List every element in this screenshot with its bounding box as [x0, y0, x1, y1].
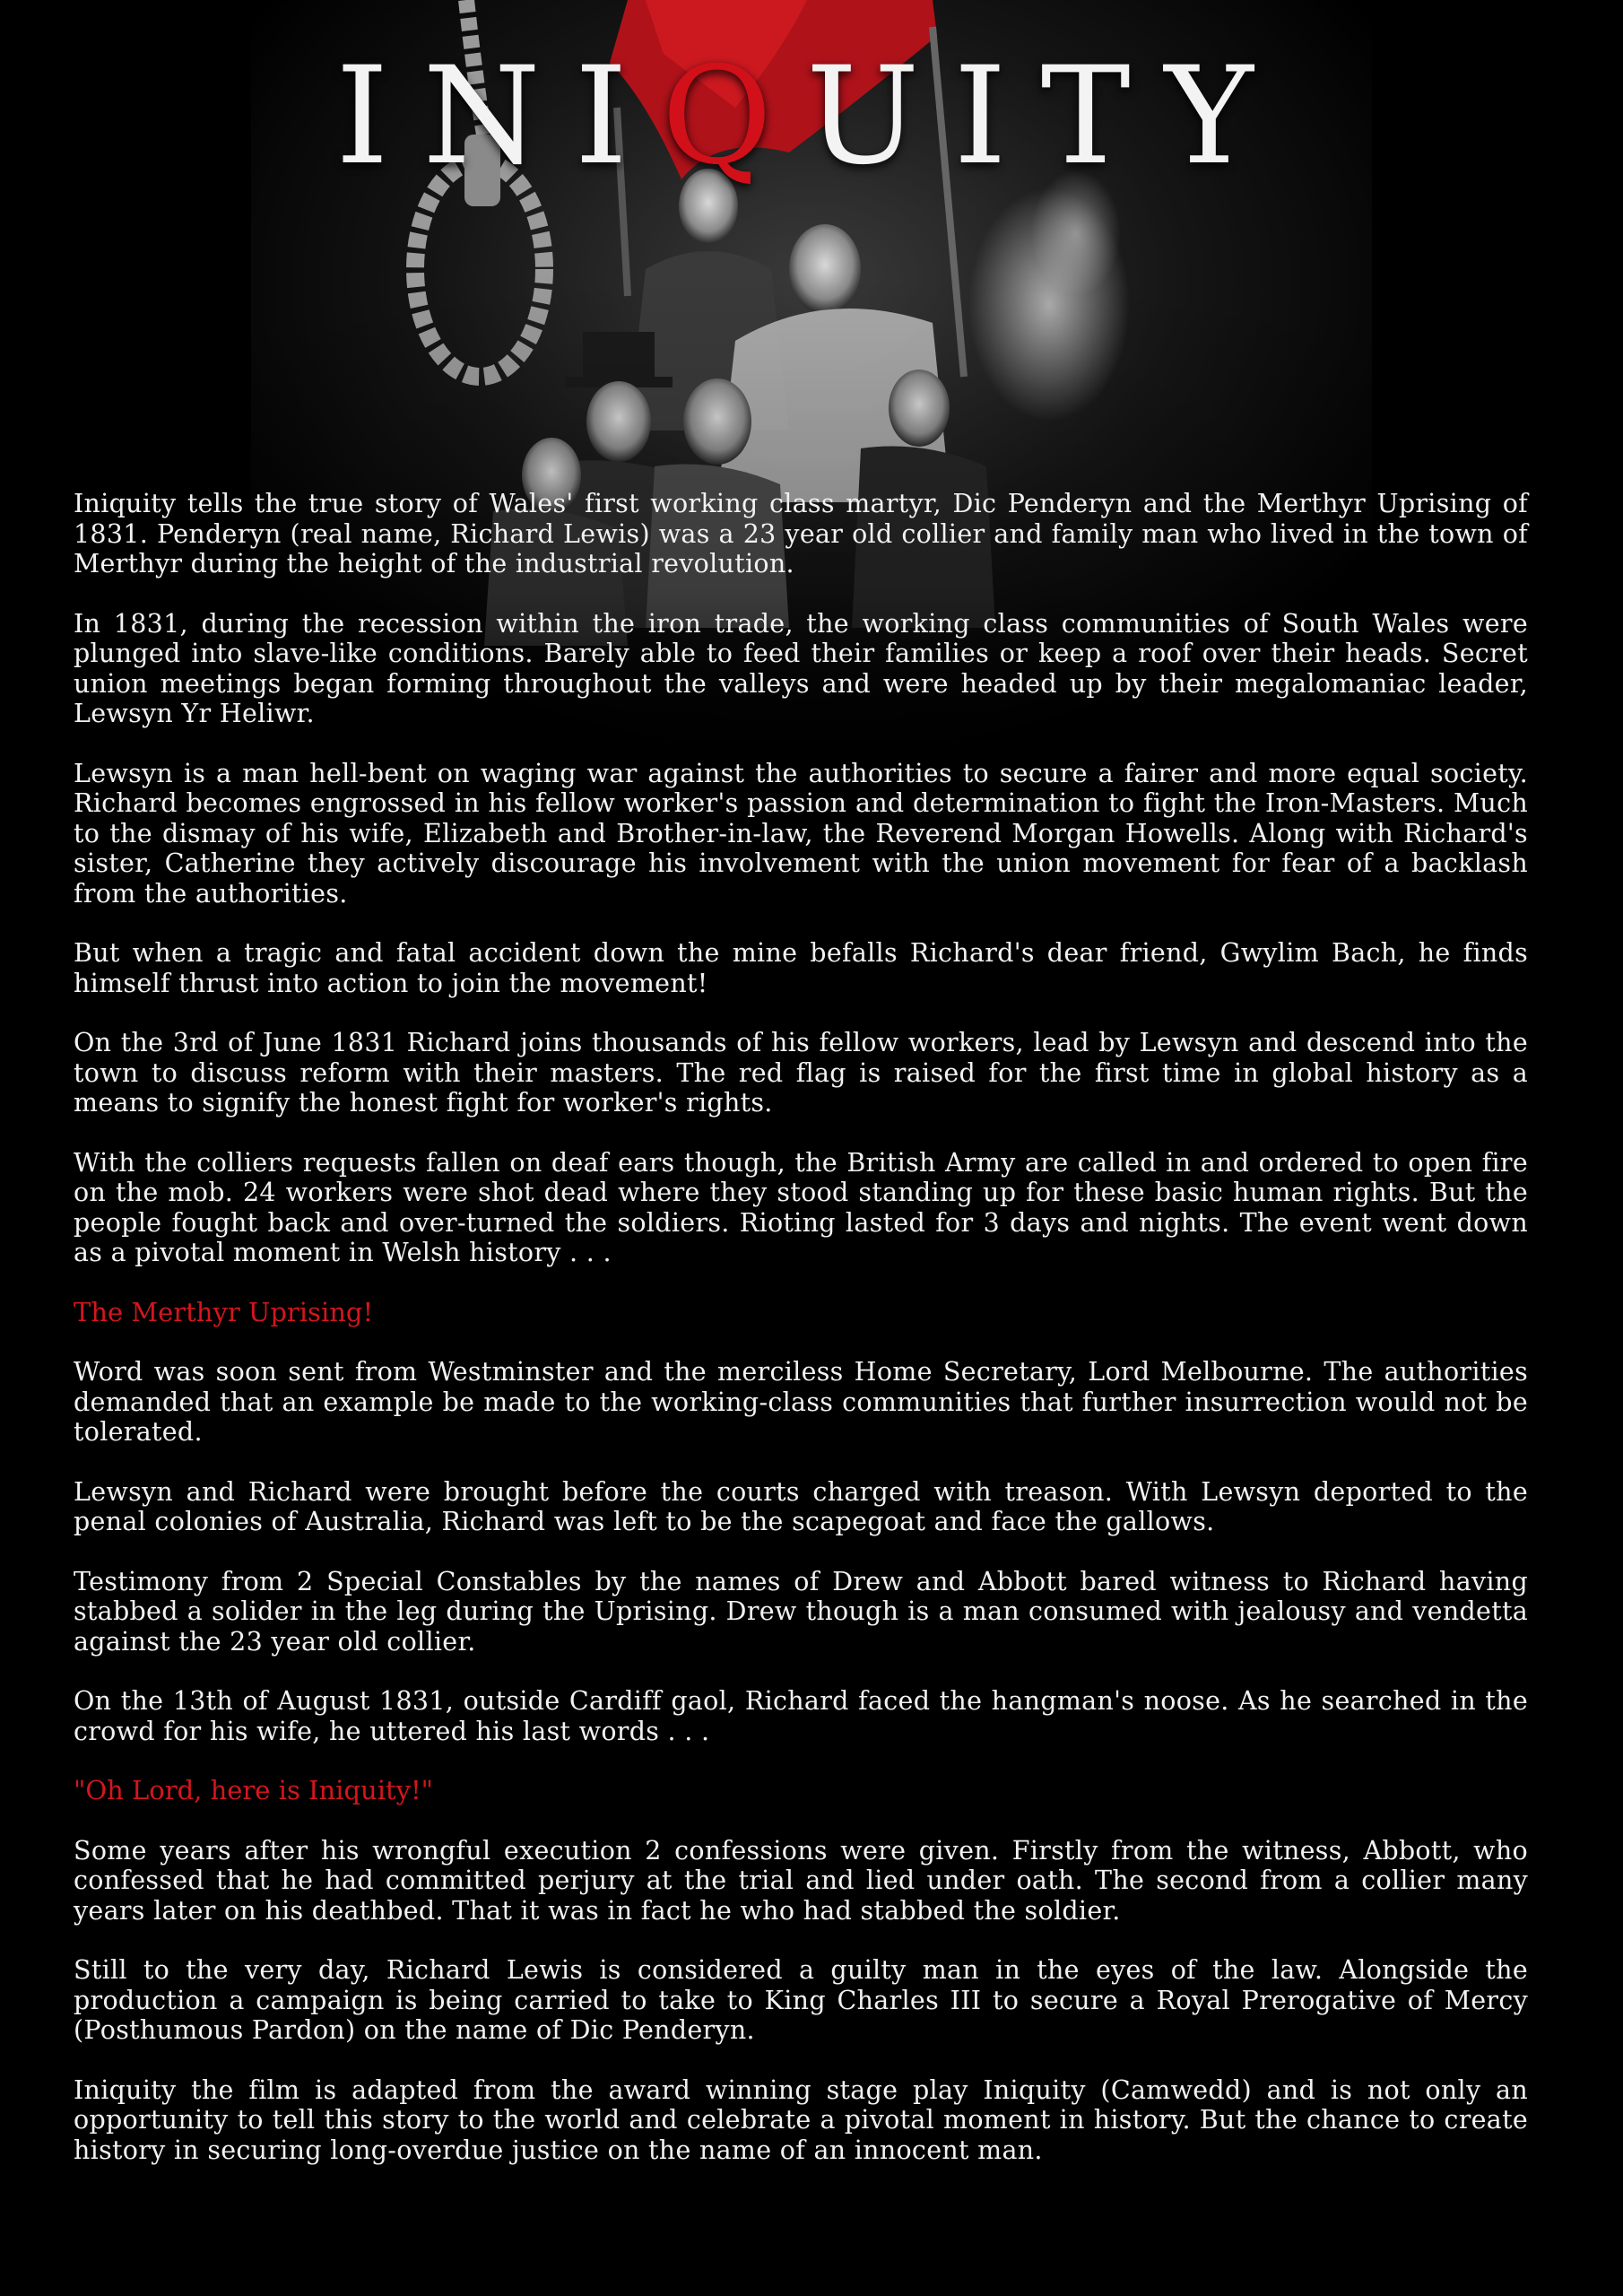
paragraph: Lewsyn and Richard were brought before the courts charged with treason. With Lewsyn deported to the penal colonies of Australia, Richard was left to be the scapegoat and face the gallows.	[74, 1476, 1528, 1536]
synopsis-body	[74, 489, 1528, 2195]
quote-heading: "Oh Lord, here is Iniquity!"	[74, 1775, 434, 1805]
title-highlight-letter: Q	[662, 39, 806, 195]
title-part-1: INI	[335, 39, 663, 195]
paragraph: On the 3rd of June 1831 Richard joins thousands of his fellow workers, lead by Lewsyn and descend into the town to discuss reform with their masters. The red flag is raised for the first time in global history as a means to signify the honest fight for worker's rights.	[74, 1028, 1528, 1118]
paragraph: Lewsyn is a man hell-bent on waging war against the authorities to secure a fairer and more equal society. Richard becomes engrossed in his fellow worker's passion and determination to fight the Iron-Masters. Much to the dismay of his wife, Elizabeth and Brother-in-law, the Reverend Morgan Howells. Along with Richard's sister, Catherine they actively discourage his involvement with the union movement for fear of a backlash from the authorities.	[74, 758, 1528, 909]
paragraph: Word was soon sent from Westminster and the merciless Home Secretary, Lord Melbourne. The authorities demanded that an example be made to the working-class communities that further insurrection would not be tolerated.	[74, 1357, 1528, 1447]
section-heading: The Merthyr Uprising!	[74, 1296, 374, 1327]
paragraph: On the 13th of August 1831, outside Cardiff gaol, Richard faced the hangman's noose. As he searched in the crowd for his wife, he uttered his last words . . .	[74, 1686, 1528, 1746]
paragraph: But when a tragic and fatal accident down the mine befalls Richard's dear friend, Gwylim Bach, he finds himself thrust into action to join the movement!	[74, 938, 1528, 998]
paragraph: In 1831, during the recession within the iron trade, the working class communities of South Wales were plunged into slave-like conditions. Barely able to feed their families or keep a roof over their heads. Secret union meetings began forming throughout the valleys and were headed up by their megalomaniac leader, Lewsyn Yr Heliwr.	[74, 608, 1528, 728]
paragraph: Still to the very day, Richard Lewis is considered a guilty man in the eyes of the law. Alongside the production a campaign is being carried to take to King Charles III to secure a Royal Prerogative of Mercy (Posthumous Pardon) on the name of Dic Penderyn.	[74, 1955, 1528, 2045]
paragraph: Some years after his wrongful execution 2 confessions were given. Firstly from the witness, Abbott, who confessed that he had committed perjury at the trial and lied under oath. The second from a collier many years later on his deathbed. That it was in fact he who had stabbed the soldier.	[74, 1835, 1528, 1926]
title-part-2: UITY	[806, 39, 1288, 195]
paragraph: Testimony from 2 Special Constables by the names of Drew and Abbott bared witness to Richard having stabbed a solider in the leg during the Uprising. Drew though is a man consumed with jealousy and vendetta against the 23 year old collier.	[74, 1566, 1528, 1657]
paragraph: Iniquity tells the true story of Wales' first working class martyr, Dic Penderyn and the Merthyr Uprising of 1831. Penderyn (real name, Richard Lewis) was a 23 year old collier and family man who lived in the town of Merthyr during the height of the industrial revolution.	[74, 489, 1528, 578]
paragraph: With the colliers requests fallen on deaf ears though, the British Army are called in and ordered to open fire on the mob. 24 workers were shot dead where they stood standing up for these basic human rights. But the people fought back and over-turned the soldiers. Rioting lasted for 3 days and nights. The event went down as a pivotal moment in Welsh history . . .	[74, 1147, 1528, 1267]
movie-title	[0, 39, 1623, 195]
paragraph: Iniquity the film is adapted from the award winning stage play Iniquity (Camwedd) and is not only an opportunity to tell this story to the world and celebrate a pivotal moment in history. But the chance to create history in securing long-overdue justice on the name of an innocent man.	[74, 2074, 1528, 2165]
